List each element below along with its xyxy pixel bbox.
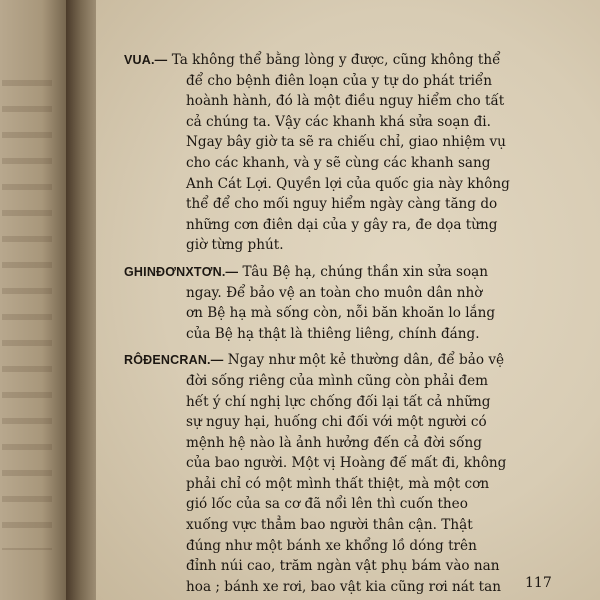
dialogue-line: để cho bệnh điên loạn của y tự do phát triển [186,72,493,89]
dialogue-line: đúng như một bánh xe khổng lồ dóng trên [186,537,477,554]
dialogue-line: Ngay bây giờ ta sẽ ra chiếu chỉ, giao nhiệm vụ [186,134,506,151]
dialogue-line: của Bệ hạ thật là thiêng liêng, chính đáng. [186,325,480,342]
dialogue-line: Ngay như một kẻ thường dân, để bảo vệ [227,352,505,369]
speech-block [124,262,564,344]
play-text [124,50,564,600]
dialogue-line: của bao người. Một vị Hoàng đế mất đi, không [186,455,507,472]
dialogue-line: cho các khanh, và y sẽ cùng các khanh sang [186,154,491,171]
dialogue-line: Ta không thể bằng lòng y được, cũng không thể [171,52,501,68]
dialogue-line: ngay. Để bảo vệ an toàn cho muôn dân nhờ [186,284,483,301]
speaker-name: VUA.— [124,53,168,67]
dialogue-line: phải chỉ có một mình thất thiệt, mà một cơn [186,475,490,492]
dialogue-line: xuống vực thẳm bao người thân cận. Thật [186,517,473,534]
dialogue-line: đỉnh núi cao, trăm ngàn vật phụ bám vào nan [186,558,500,575]
dialogue-line: hết ý chí nghị lực chống đối lại tất cả những [186,393,491,410]
speaker-name: GHINĐƠNXTƠN.— [124,264,239,279]
book-gutter [66,0,100,600]
dialogue-line: ơn Bệ hạ mà sống còn, nỗi băn khoăn lo lắng [186,305,496,322]
speech-block [124,50,564,256]
speech-block [124,350,564,597]
dialogue-line: hoành hành, đó là một điều nguy hiểm cho tất [186,93,505,110]
page-number: 117 [525,575,552,591]
dialogue-line: mệnh hệ nào là ảnh hưởng đến cả đời sống [186,434,482,451]
left-page-edge [0,0,70,600]
dialogue-line: Tâu Bệ hạ, chúng thần xin sửa soạn [242,263,489,280]
dialogue-line: hoa ; bánh xe rơi, bao vật kia cũng rơi nát tan [186,578,501,595]
dialogue-line: Anh Cát Lợi. Quyền lợi của quốc gia này không [186,175,510,192]
dialogue-line: giờ từng phút. [186,237,284,254]
left-page-text-shadow [2,80,52,550]
speaker-name: RÔĐENCRAN.— [124,353,224,368]
dialogue-line: cả chúng ta. Vậy các khanh khá sửa soạn đi. [186,113,491,130]
dialogue-line: những cơn điên dại của y gây ra, đe dọa từng [186,216,498,233]
dialogue-line: thể để cho mối nguy hiểm ngày càng tăng do [186,196,498,213]
dialogue-line: đời sống riêng của mình cũng còn phải đem [186,372,489,389]
dialogue-line: sự nguy hại, huống chi đối với một người có [186,414,487,431]
dialogue-line: gió lốc của sa cơ đã nổi lên thì cuốn theo [186,496,468,513]
